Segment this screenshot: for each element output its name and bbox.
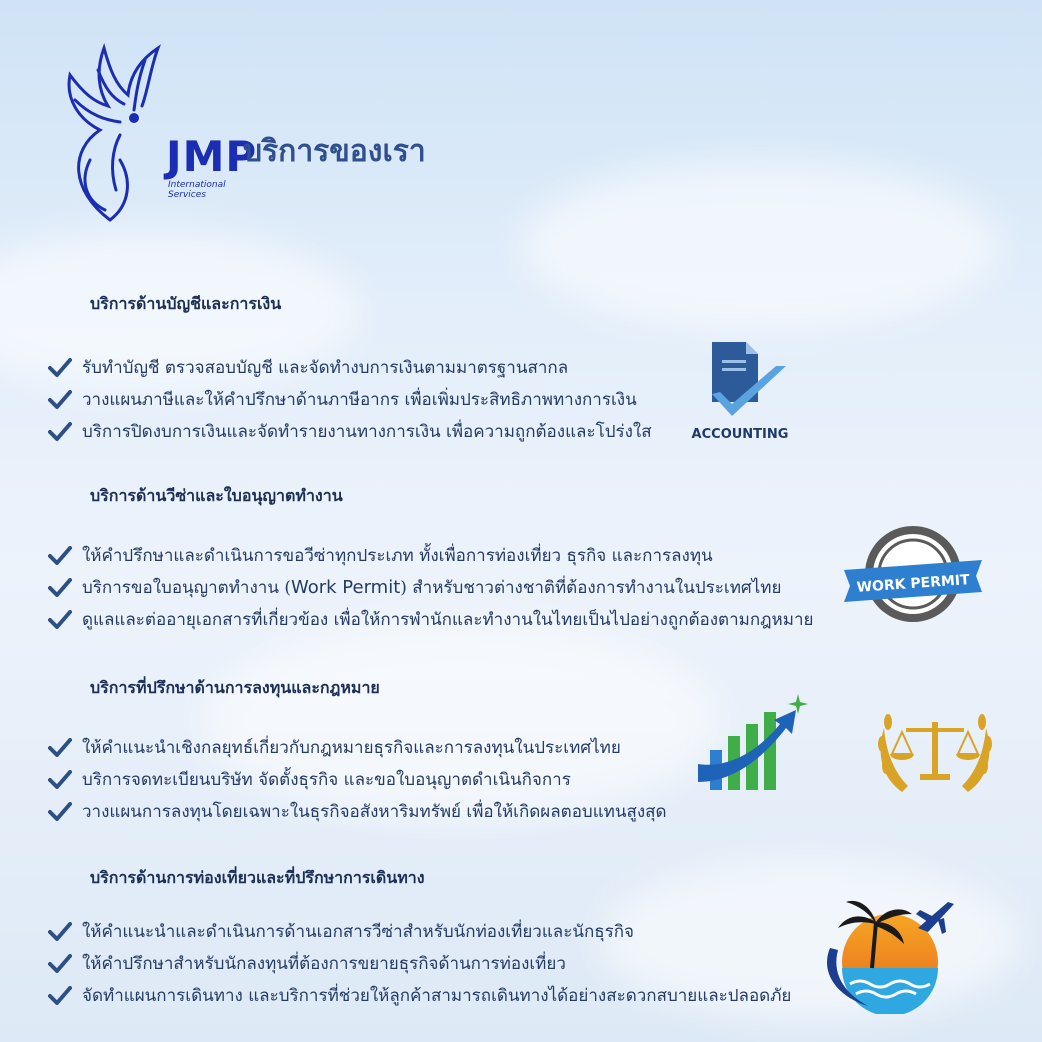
page-title: บริการของเรา xyxy=(243,134,426,169)
list-item xyxy=(48,796,667,826)
check-icon xyxy=(48,543,72,567)
check-icon xyxy=(48,735,72,759)
background-cloud xyxy=(520,160,1000,330)
brand-subtitle: International Services xyxy=(168,180,226,200)
item-text: ให้คำแนะนำเชิงกลยุทธ์เกี่ยวกับกฎหมายธุรกิจและการลงทุนในประเทศไทย xyxy=(82,737,621,758)
list-item xyxy=(48,948,566,978)
list-item xyxy=(48,572,781,602)
check-icon xyxy=(48,919,72,943)
list-item xyxy=(48,352,568,382)
check-icon xyxy=(48,983,72,1007)
item-text: วางแผนการลงทุนโดยเฉพาะในธุรกิจอสังหาริมทรัพย์ เพื่อให้เกิดผลตอบแทนสูงสุด xyxy=(82,801,667,822)
item-text: วางแผนภาษีและให้คำปรึกษาด้านภาษีอากร เพื่อเพิ่มประสิทธิภาพทางการเงิน xyxy=(82,389,637,410)
list-item xyxy=(48,384,637,414)
item-text: จัดทำแผนการเดินทาง และบริการที่ช่วยให้ลูกค้าสามารถเดินทางได้อย่างสะดวกสบายและปลอดภัย xyxy=(82,985,792,1006)
item-text: ให้คำแนะนำและดำเนินการด้านเอกสารวีซ่าสำหรับนักท่องเที่ยวและนักธุรกิจ xyxy=(82,921,635,942)
accounting-label: ACCOUNTING xyxy=(691,427,789,442)
item-text: บริการปิดงบการเงินและจัดทำรายงานทางการเงิน เพื่อความถูกต้องและโปร่งใส xyxy=(82,421,652,442)
list-item xyxy=(48,732,621,762)
jmp-phoenix-logo xyxy=(50,40,258,230)
list-item xyxy=(48,916,634,946)
travel-island-plane-icon xyxy=(816,888,958,1014)
check-icon xyxy=(48,951,72,975)
check-icon xyxy=(48,575,72,599)
item-text: ให้คำปรึกษาและดำเนินการขอวีซ่าทุกประเภท ทั้งเพื่อการท่องเที่ยว ธุรกิจ และการลงทุน xyxy=(82,545,713,566)
section-title: บริการด้านบัญชีและการเงิน xyxy=(90,294,282,313)
list-item xyxy=(48,980,791,1010)
growth-chart-icon xyxy=(694,690,810,800)
check-icon xyxy=(48,767,72,791)
list-item xyxy=(48,604,813,634)
section-title: บริการด้านการท่องเที่ยวและที่ปรึกษาการเดินทาง xyxy=(90,868,425,887)
item-text: บริการจดทะเบียนบริษัท จัดตั้งธุรกิจ และขอใบอนุญาตดำเนินกิจการ xyxy=(82,769,571,790)
brand-name: JMP xyxy=(166,132,258,181)
check-icon xyxy=(48,419,72,443)
list-item xyxy=(48,416,652,446)
item-text: ให้คำปรึกษาสำหรับนักลงทุนที่ต้องการขยายธุรกิจด้านการท่องเที่ยว xyxy=(82,953,566,974)
item-text: รับทำบัญชี ตรวจสอบบัญชี และจัดทำงบการเงินตามมาตรฐานสากล xyxy=(82,357,569,378)
check-icon xyxy=(48,355,72,379)
accounting-icon xyxy=(688,338,798,448)
check-icon xyxy=(48,607,72,631)
law-scale-icon xyxy=(872,692,998,808)
item-text: ดูแลและต่ออายุเอกสารที่เกี่ยวข้อง เพื่อให้การพำนักและทำงานในไทยเป็นไปอย่างถูกต้องตามกฎหมาย xyxy=(82,609,814,630)
list-item xyxy=(48,764,571,794)
list-item xyxy=(48,540,713,570)
item-text: บริการขอใบอนุญาตทำงาน (Work Permit) สำหรับชาวต่างชาติที่ต้องการทำงานในประเทศไทย xyxy=(82,576,782,598)
check-icon xyxy=(48,387,72,411)
section-title: บริการด้านวีซ่าและใบอนุญาตทำงาน xyxy=(90,486,343,505)
section-title: บริการที่ปรึกษาด้านการลงทุนและกฎหมาย xyxy=(90,678,380,697)
check-icon xyxy=(48,799,72,823)
work-permit-badge-icon xyxy=(840,522,986,628)
work-permit-label: WORK PERMIT xyxy=(856,572,971,596)
